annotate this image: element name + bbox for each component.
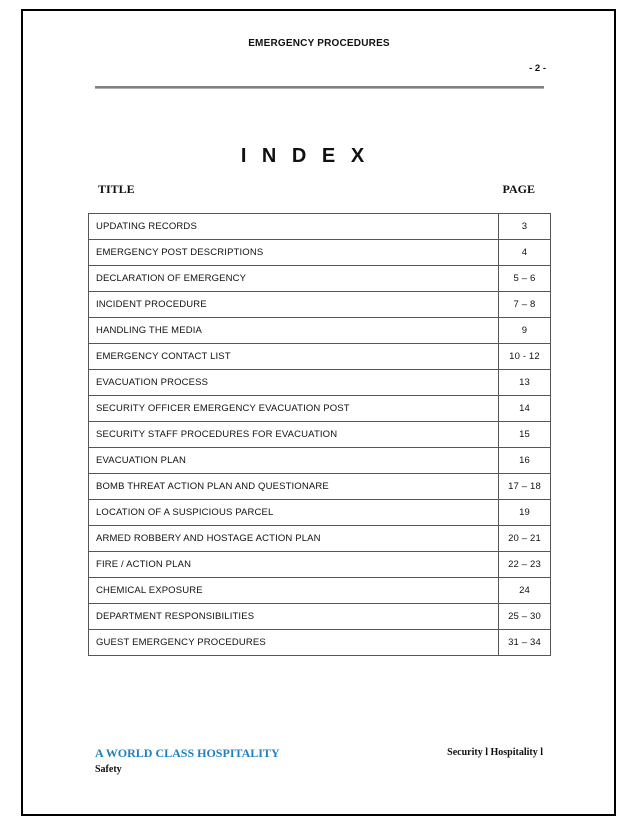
entry-title: EMERGENCY CONTACT LIST [89,344,499,370]
table-row [89,630,551,656]
table-row [89,552,551,578]
table-row [89,292,551,318]
table-row [89,526,551,552]
entry-title: ARMED ROBBERY AND HOSTAGE ACTION PLAN [89,526,499,552]
entry-page: 17 – 18 [499,474,551,500]
entry-page: 24 [499,578,551,604]
table-row [89,604,551,630]
index-table [88,213,551,656]
entry-page: 3 [499,214,551,240]
entry-page: 5 – 6 [499,266,551,292]
table-row [89,370,551,396]
header-title: EMERGENCY PROCEDURES [248,38,390,49]
table-row [89,318,551,344]
table-row [89,344,551,370]
entry-page: 16 [499,448,551,474]
entry-page: 19 [499,500,551,526]
entry-page: 20 – 21 [499,526,551,552]
footer-tagline: Security l Hospitality l [447,747,543,758]
entry-page: 9 [499,318,551,344]
table-row [89,396,551,422]
entry-title: DEPARTMENT RESPONSIBILITIES [89,604,499,630]
entry-page: 4 [499,240,551,266]
entry-title: UPDATING RECORDS [89,214,499,240]
header-divider [95,86,544,89]
entry-title: CHEMICAL EXPOSURE [89,578,499,604]
entry-title: EVACUATION PLAN [89,448,499,474]
footer-brand: A WORLD CLASS HOSPITALITY [95,746,280,760]
table-row [89,214,551,240]
column-header-page: PAGE [502,182,535,196]
table-row [89,422,551,448]
entry-title: DECLARATION OF EMERGENCY [89,266,499,292]
entry-title: SECURITY STAFF PROCEDURES FOR EVACUATION [89,422,499,448]
entry-page: 15 [499,422,551,448]
entry-page: 10 - 12 [499,344,551,370]
entry-page: 14 [499,396,551,422]
entry-page: 13 [499,370,551,396]
table-row [89,474,551,500]
table-row [89,266,551,292]
entry-title: SECURITY OFFICER EMERGENCY EVACUATION POST [89,396,499,422]
entry-title: FIRE / ACTION PLAN [89,552,499,578]
entry-title: LOCATION OF A SUSPICIOUS PARCEL [89,500,499,526]
column-header-title: TITLE [98,182,135,196]
entry-title: EVACUATION PROCESS [89,370,499,396]
table-row [89,500,551,526]
table-row [89,448,551,474]
entry-title: EMERGENCY POST DESCRIPTIONS [89,240,499,266]
index-heading: I N D E X [240,145,370,167]
entry-page: 22 – 23 [499,552,551,578]
table-row [89,240,551,266]
entry-page: 31 – 34 [499,630,551,656]
entry-title: GUEST EMERGENCY PROCEDURES [89,630,499,656]
entry-title: BOMB THREAT ACTION PLAN AND QUESTIONARE [89,474,499,500]
entry-page: 25 – 30 [499,604,551,630]
table-row [89,578,551,604]
entry-title: INCIDENT PROCEDURE [89,292,499,318]
entry-page: 7 – 8 [499,292,551,318]
page-number: - 2 - [529,63,546,74]
entry-title: HANDLING THE MEDIA [89,318,499,344]
footer-tagline-continued: Safety [95,764,122,775]
